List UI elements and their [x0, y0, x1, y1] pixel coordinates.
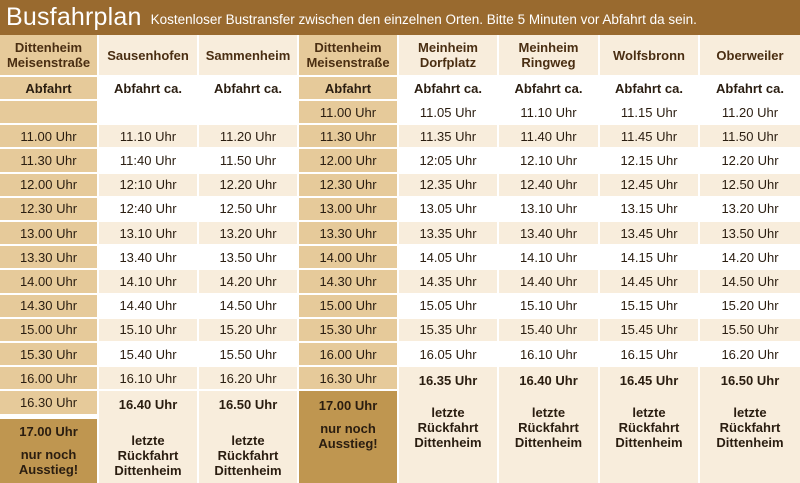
time-cell: 15.10 Uhr — [99, 319, 199, 343]
time-cell: 16.00 Uhr — [299, 343, 399, 367]
time-cell: 11.40 Uhr — [499, 125, 600, 149]
late-time-cell: 16.50 Uhr — [700, 367, 800, 393]
title-bar — [0, 0, 800, 35]
time-cell: 14.15 Uhr — [600, 246, 700, 270]
time-cell: 13.40 Uhr — [499, 222, 600, 246]
time-cell: 15.40 Uhr — [99, 343, 199, 367]
page-subtitle: Kostenloser Bustransfer zwischen den einzelnen Orten. Bitte 5 Minuten vor Abfahrt da sein. — [150, 12, 697, 27]
letzte-rueckfahrt-note: letzte Rückfahrt Dittenheim — [600, 393, 700, 483]
time-cell: 13.45 Uhr — [600, 222, 700, 246]
time-cell: 16.10 Uhr — [499, 343, 600, 367]
time-cell: 12:05 Uhr — [399, 149, 499, 173]
station-header: Sammenheim — [199, 35, 299, 77]
time-cell: 16.00 Uhr — [0, 367, 99, 391]
time-cell: 11.35 Uhr — [399, 125, 499, 149]
final-time-cell: 16.40 Uhr — [99, 391, 199, 418]
time-cell: 11.45 Uhr — [600, 125, 700, 149]
letzte-rueckfahrt-note: letzte Rückfahrt Dittenheim — [700, 393, 800, 483]
timetable — [0, 35, 800, 483]
station-header: Oberweiler — [700, 35, 800, 77]
subheader-cell: Abfahrt — [299, 77, 399, 101]
time-cell: 13.15 Uhr — [600, 198, 700, 222]
time-cell: 15.15 Uhr — [600, 295, 700, 319]
time-cell: 11.00 Uhr — [299, 101, 399, 125]
time-cell — [99, 101, 199, 125]
subheader-cell: Abfahrt ca. — [399, 77, 499, 101]
time-cell: 14.45 Uhr — [600, 270, 700, 294]
time-cell: 14.30 Uhr — [299, 270, 399, 294]
time-cell: 14.10 Uhr — [499, 246, 600, 270]
time-cell: 15.45 Uhr — [600, 319, 700, 343]
time-cell: 13.20 Uhr — [199, 222, 299, 246]
final-time-cell: 16.50 Uhr — [199, 391, 299, 418]
time-cell: 14.50 Uhr — [199, 295, 299, 319]
time-cell — [0, 101, 99, 125]
time-cell: 16.05 Uhr — [399, 343, 499, 367]
time-cell: 12.40 Uhr — [499, 174, 600, 198]
time-cell: 13.50 Uhr — [199, 246, 299, 270]
time-cell: 14.20 Uhr — [700, 246, 800, 270]
station-header: Meinheim Dorfplatz — [399, 35, 499, 77]
subheader-cell: Abfahrt ca. — [99, 77, 199, 101]
time-cell: 15.30 Uhr — [0, 343, 99, 367]
time-cell: 12.00 Uhr — [299, 149, 399, 173]
time-cell — [199, 101, 299, 125]
subheader-cell: Abfahrt ca. — [600, 77, 700, 101]
time-cell: 11.10 Uhr — [499, 101, 600, 125]
time-cell: 11.30 Uhr — [299, 125, 399, 149]
late-time-cell: 16.45 Uhr — [600, 367, 700, 393]
time-cell: 16.10 Uhr — [99, 367, 199, 391]
station-header: Dittenheim Meisenstraße — [0, 35, 99, 77]
time-cell: 14.20 Uhr — [199, 270, 299, 294]
late-time-cell: 16.35 Uhr — [399, 367, 499, 393]
time-cell: 13.10 Uhr — [99, 222, 199, 246]
time-cell: 14.05 Uhr — [399, 246, 499, 270]
time-cell: 15.50 Uhr — [199, 343, 299, 367]
time-cell: 14.00 Uhr — [0, 270, 99, 294]
subheader-cell: Abfahrt — [0, 77, 99, 101]
station-header: Dittenheim Meisenstraße — [299, 35, 399, 77]
time-cell: 11.50 Uhr — [700, 125, 800, 149]
time-cell: 13.50 Uhr — [700, 222, 800, 246]
letzte-rueckfahrt-note: letzte Rückfahrt Dittenheim — [99, 419, 199, 483]
time-cell: 13.30 Uhr — [0, 246, 99, 270]
time-cell: 12.30 Uhr — [0, 198, 99, 222]
letzte-rueckfahrt-note: letzte Rückfahrt Dittenheim — [499, 393, 600, 483]
late-time-cell: 16.40 Uhr — [499, 367, 600, 393]
nur-noch-ausstieg-note: nur noch Ausstieg! — [299, 419, 399, 483]
time-cell: 11.30 Uhr — [0, 149, 99, 173]
time-cell: 14.00 Uhr — [299, 246, 399, 270]
page-title: Busfahrplan — [6, 3, 142, 31]
time-cell: 11.05 Uhr — [399, 101, 499, 125]
time-cell: 15.50 Uhr — [700, 319, 800, 343]
time-cell: 11.20 Uhr — [700, 101, 800, 125]
subheader-cell: Abfahrt ca. — [700, 77, 800, 101]
time-cell: 11.50 Uhr — [199, 149, 299, 173]
time-cell: 14.40 Uhr — [499, 270, 600, 294]
time-cell: 16.30 Uhr — [299, 367, 399, 391]
time-cell: 13.30 Uhr — [299, 222, 399, 246]
time-cell: 12.50 Uhr — [199, 198, 299, 222]
time-cell: 12.30 Uhr — [299, 174, 399, 198]
letzte-rueckfahrt-note: letzte Rückfahrt Dittenheim — [399, 393, 499, 483]
subheader-cell: Abfahrt ca. — [499, 77, 600, 101]
time-cell: 13.00 Uhr — [0, 222, 99, 246]
letzte-rueckfahrt-note: letzte Rückfahrt Dittenheim — [199, 419, 299, 483]
time-cell: 15.30 Uhr — [299, 319, 399, 343]
time-cell: 15.20 Uhr — [700, 295, 800, 319]
nur-noch-ausstieg-note: nur noch Ausstieg! — [0, 445, 99, 483]
time-cell: 15.35 Uhr — [399, 319, 499, 343]
time-cell: 12:10 Uhr — [99, 174, 199, 198]
time-cell: 13.20 Uhr — [700, 198, 800, 222]
time-cell: 13.05 Uhr — [399, 198, 499, 222]
time-cell: 13.35 Uhr — [399, 222, 499, 246]
time-cell: 15.05 Uhr — [399, 295, 499, 319]
time-cell: 16.20 Uhr — [700, 343, 800, 367]
time-cell: 12.15 Uhr — [600, 149, 700, 173]
time-cell: 13.10 Uhr — [499, 198, 600, 222]
time-cell: 12.20 Uhr — [199, 174, 299, 198]
time-cell: 12.50 Uhr — [700, 174, 800, 198]
time-cell: 16.30 Uhr — [0, 391, 99, 415]
time-cell: 12.20 Uhr — [700, 149, 800, 173]
time-cell: 12.45 Uhr — [600, 174, 700, 198]
time-cell: 14.50 Uhr — [700, 270, 800, 294]
time-cell: 14.30 Uhr — [0, 295, 99, 319]
subheader-cell: Abfahrt ca. — [199, 77, 299, 101]
time-cell: 11:40 Uhr — [99, 149, 199, 173]
time-cell: 11.10 Uhr — [99, 125, 199, 149]
station-header: Wolfsbronn — [600, 35, 700, 77]
time-cell: 15.00 Uhr — [0, 319, 99, 343]
time-cell: 13.00 Uhr — [299, 198, 399, 222]
final-arrival-time: 17.00 Uhr — [0, 419, 99, 445]
time-cell: 11.00 Uhr — [0, 125, 99, 149]
time-cell: 16.15 Uhr — [600, 343, 700, 367]
time-cell: 15.40 Uhr — [499, 319, 600, 343]
time-cell: 13.40 Uhr — [99, 246, 199, 270]
time-cell: 12:40 Uhr — [99, 198, 199, 222]
time-cell: 11.20 Uhr — [199, 125, 299, 149]
time-cell: 15.20 Uhr — [199, 319, 299, 343]
time-cell: 14.10 Uhr — [99, 270, 199, 294]
station-header: Meinheim Ringweg — [499, 35, 600, 77]
time-cell: 16.20 Uhr — [199, 367, 299, 391]
time-cell: 11.15 Uhr — [600, 101, 700, 125]
time-cell: 12.10 Uhr — [499, 149, 600, 173]
final-arrival-time: 17.00 Uhr — [299, 391, 399, 419]
time-cell: 15.10 Uhr — [499, 295, 600, 319]
station-header: Sausenhofen — [99, 35, 199, 77]
time-cell: 15.00 Uhr — [299, 295, 399, 319]
time-cell: 14.35 Uhr — [399, 270, 499, 294]
time-cell: 12.00 Uhr — [0, 174, 99, 198]
time-cell: 12.35 Uhr — [399, 174, 499, 198]
time-cell: 14.40 Uhr — [99, 295, 199, 319]
